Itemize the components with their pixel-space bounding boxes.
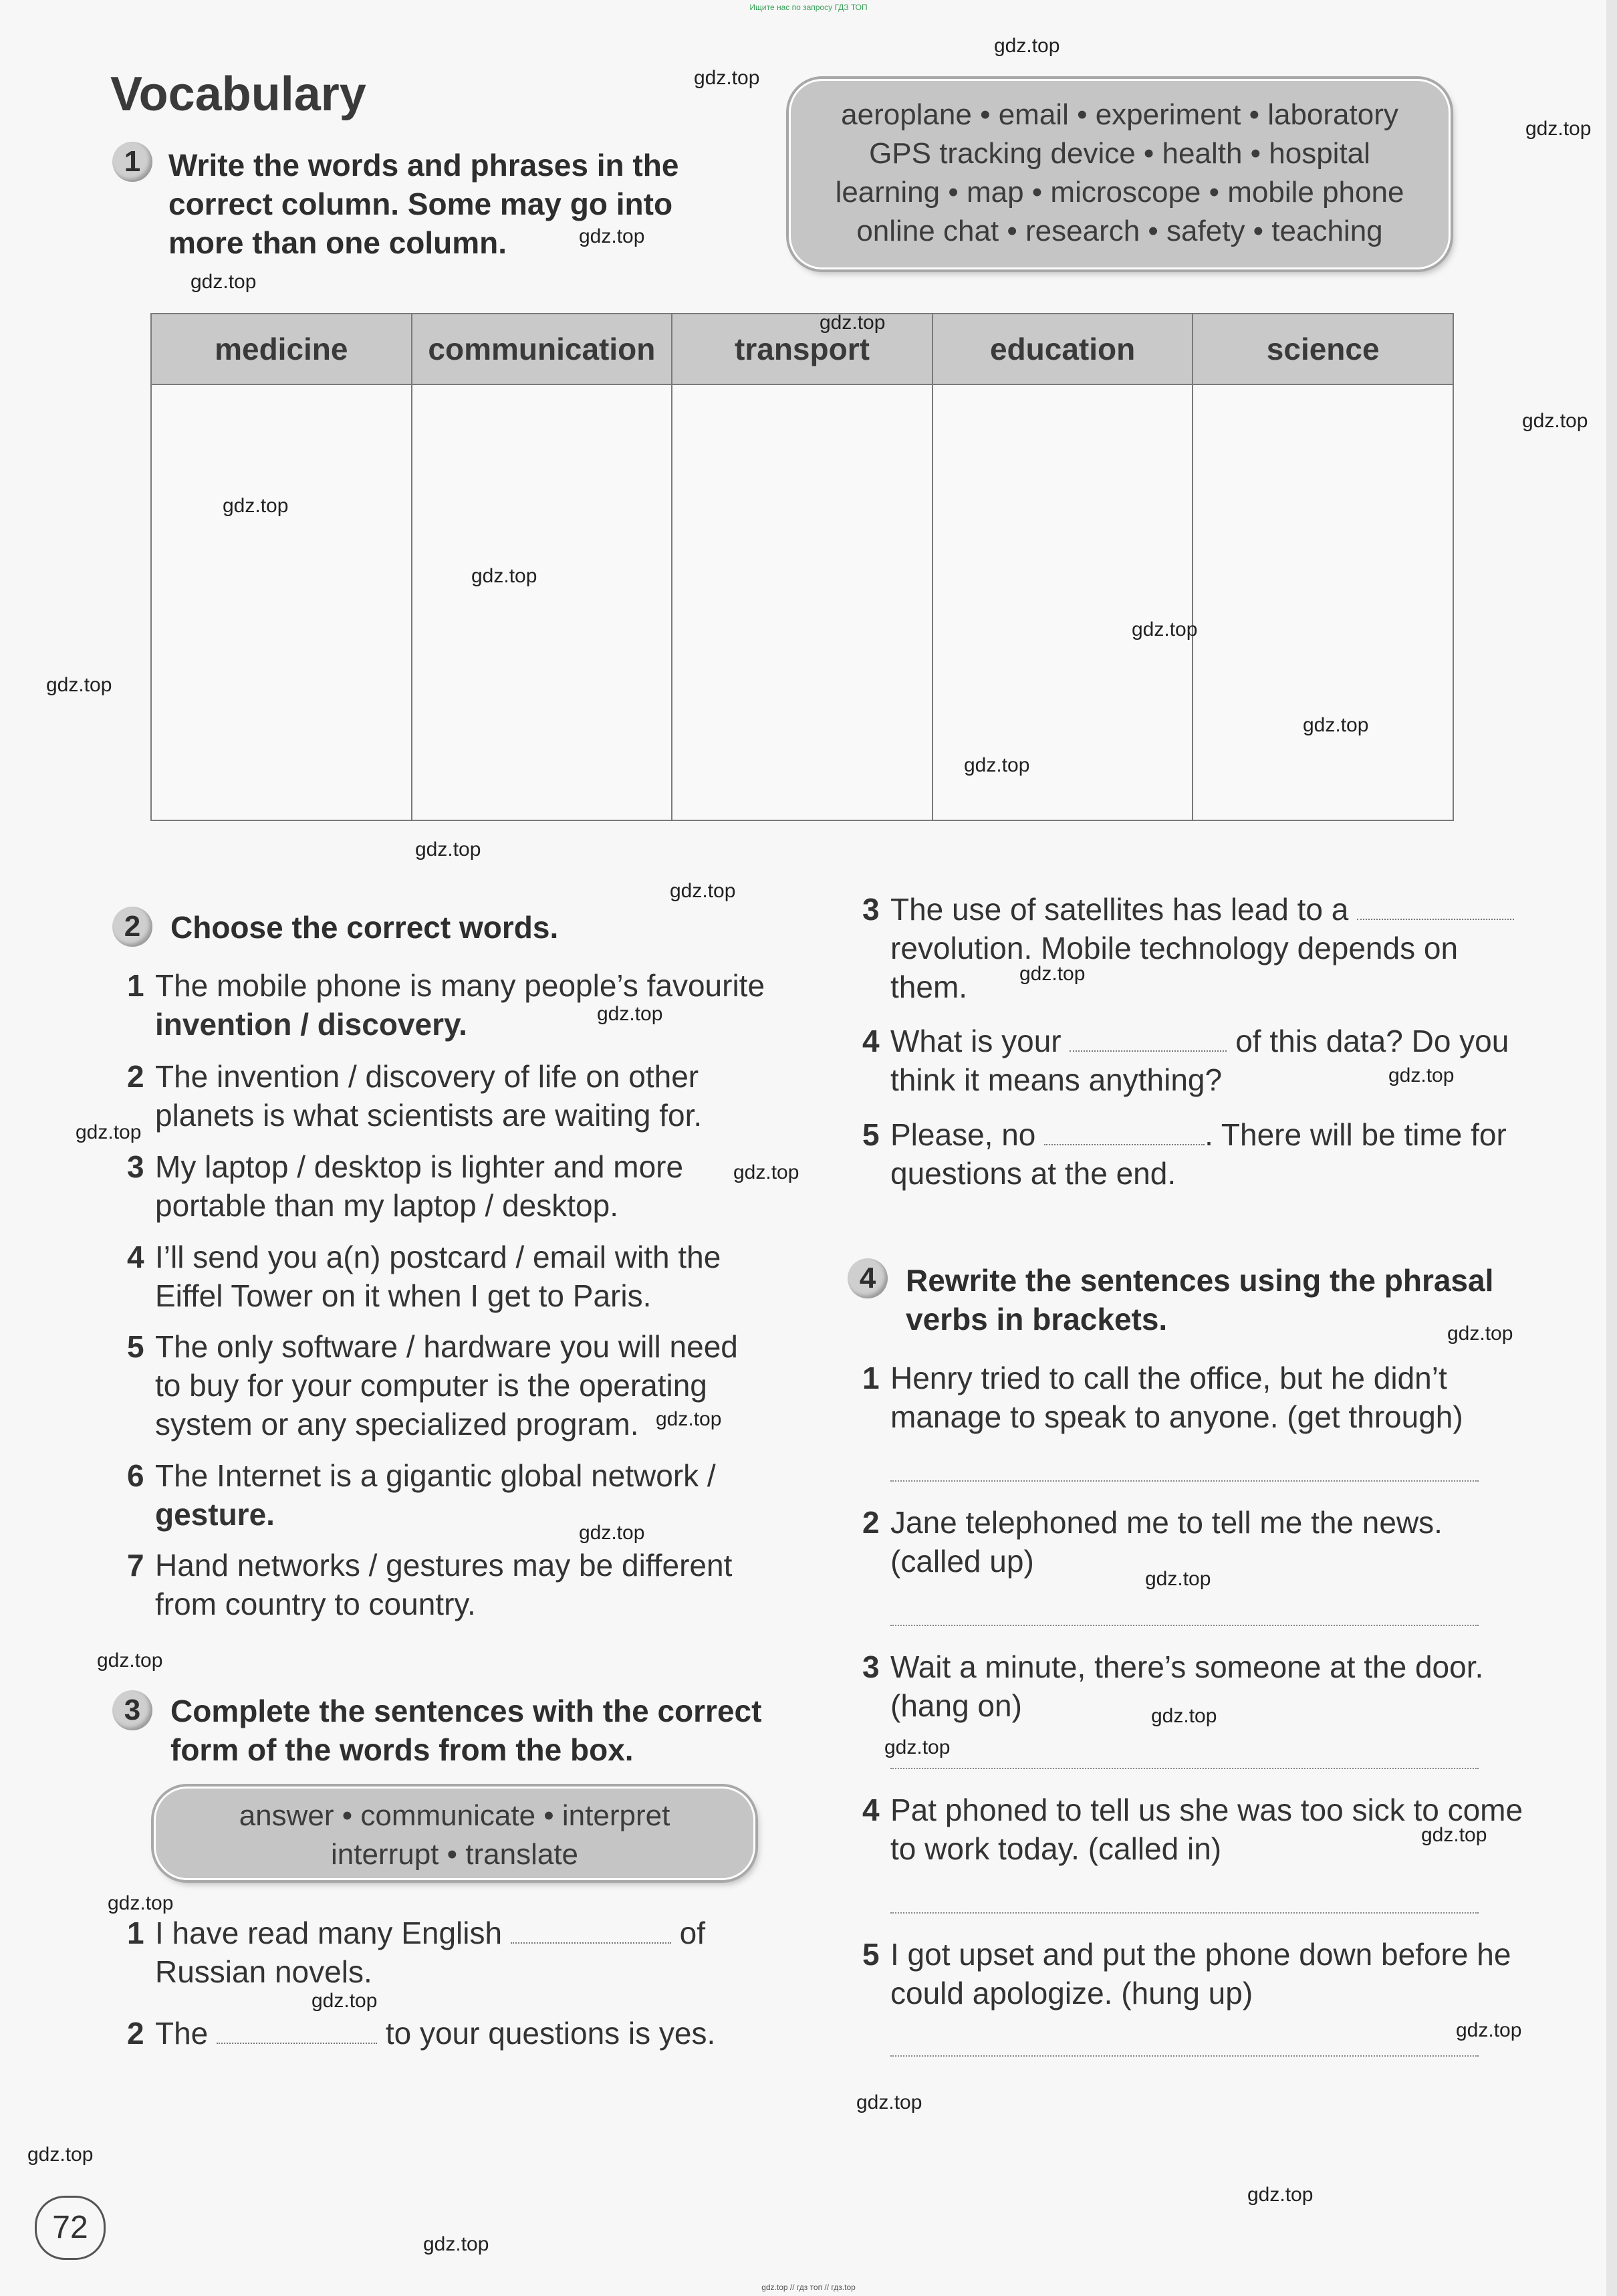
page-edge: [1606, 0, 1617, 2296]
column-header-communication: communication: [412, 314, 672, 384]
item-line: Jane telephoned me to tell me the news.: [890, 1505, 1443, 1540]
ex4-item-1-text: [890, 1359, 1463, 1436]
item-text: The use of satellites has lead to a: [890, 892, 1349, 927]
item-line: My laptop / desktop is lighter and more: [155, 1149, 684, 1184]
item-number: 4: [862, 1793, 880, 1827]
item-line: think it means anything?: [890, 1062, 1223, 1097]
ex4-item-3-answer-line[interactable]: [890, 1766, 1479, 1769]
watermark: gdz.top: [27, 2144, 94, 2166]
watermark: gdz.top: [1522, 410, 1588, 432]
item-number: 7: [127, 1548, 144, 1583]
ex4-item-1: [862, 1359, 1531, 1439]
item-line: Pat phoned to tell us she was too sick to come: [890, 1793, 1523, 1827]
word-box-line2: interrupt • translate: [330, 1838, 579, 1871]
watermark: gdz.top: [694, 67, 760, 89]
watermark: gdz.top: [1151, 1705, 1217, 1727]
item-line: them.: [890, 969, 968, 1004]
item-line: to buy for your computer is the operating: [155, 1368, 707, 1403]
column-header-science: science: [1193, 314, 1453, 384]
exercise-3-number: 3: [112, 1690, 152, 1730]
watermark: gdz.top: [820, 312, 886, 334]
column-header-medicine: medicine: [151, 314, 412, 384]
item-number: 5: [127, 1329, 144, 1364]
watermark: gdz.top: [1456, 2019, 1522, 2041]
watermark: gdz.top: [733, 1161, 799, 1183]
answer-blank[interactable]: [511, 1916, 671, 1944]
page-number: 72: [35, 2196, 106, 2260]
item-line: I’ll send you a(n) postcard / email with the: [155, 1240, 721, 1274]
item-line: planets is what scientists are waiting for.: [155, 1098, 703, 1133]
watermark: gdz.top: [1421, 1824, 1487, 1846]
answer-blank[interactable]: [1044, 1117, 1205, 1145]
word-box-line4: online chat • research • safety • teaching: [856, 215, 1383, 247]
column-header-transport: transport: [672, 314, 932, 384]
item-text: . There will be time for: [1205, 1117, 1507, 1152]
exercise-4-heading-line1: Rewrite the sentences using the phrasal: [906, 1263, 1494, 1298]
item-number: 6: [127, 1458, 144, 1493]
ex2-item-6: [127, 1456, 829, 1536]
item-number: 4: [862, 1024, 880, 1058]
ex3-item-1-text: [155, 1914, 705, 1991]
answer-blank[interactable]: [217, 2016, 377, 2044]
ex3-item-5-text: [890, 1115, 1507, 1193]
watermark: gdz.top: [656, 1408, 722, 1430]
watermark: gdz.top: [964, 754, 1030, 776]
item-line: invention / discovery.: [155, 1007, 467, 1042]
answer-cell-transport[interactable]: [672, 384, 932, 820]
item-text: What is your: [890, 1024, 1062, 1058]
ex2-item-2: [127, 1057, 829, 1137]
exercise-4-number-badge: [848, 1258, 888, 1298]
exercise-1-number: 1: [112, 142, 152, 182]
ex2-item-5-text[interactable]: [155, 1327, 738, 1444]
ex2-item-1-text[interactable]: [155, 966, 765, 1044]
answer-cell-science[interactable]: [1193, 384, 1453, 820]
item-number: 4: [127, 1240, 144, 1274]
exercise-3-word-box: [154, 1787, 755, 1880]
ex3-item-4: [862, 1022, 1531, 1102]
item-line: (hang on): [890, 1688, 1022, 1723]
ex2-item-4-text[interactable]: [155, 1238, 721, 1315]
watermark: gdz.top: [46, 674, 112, 696]
item-line: could apologize. (hung up): [890, 1976, 1253, 2011]
item-number: 1: [127, 1916, 144, 1950]
ex4-item-5: [862, 1935, 1531, 2015]
watermark: gdz.top: [415, 838, 481, 860]
header-note: Ищите нас по запросу ГДЗ ТОП: [749, 3, 868, 12]
ex4-item-4-answer-line[interactable]: [890, 1911, 1479, 1914]
answer-blank[interactable]: [1357, 892, 1514, 920]
watermark: gdz.top: [579, 225, 645, 247]
vocabulary-table: [150, 313, 1454, 821]
exercise-2-heading: Choose the correct words.: [170, 910, 559, 945]
ex2-item-7: [127, 1546, 829, 1626]
item-line: gesture.: [155, 1497, 275, 1532]
ex2-item-5: [127, 1327, 829, 1448]
word-box-line2: GPS tracking device • health • hospital: [869, 137, 1370, 170]
ex3-item-4-text: [890, 1022, 1509, 1099]
answer-cell-medicine[interactable]: [151, 384, 412, 820]
watermark: gdz.top: [108, 1892, 174, 1914]
exercise-3-number-badge: [112, 1690, 152, 1730]
watermark: gdz.top: [1132, 618, 1198, 641]
exercise-3-heading-line2: form of the words from the box.: [170, 1732, 634, 1767]
word-box-line1: answer • communicate • interpret: [239, 1799, 670, 1832]
item-number: 5: [862, 1937, 880, 1972]
ex2-item-1: [127, 966, 829, 1046]
ex3-item-3-text: [890, 890, 1514, 1006]
word-box-line3: learning • map • microscope • mobile phone: [835, 176, 1404, 209]
watermark: gdz.top: [312, 1990, 378, 2012]
item-line: revolution. Mobile technology depends on: [890, 931, 1459, 965]
answer-cell-communication[interactable]: [412, 384, 672, 820]
watermark: gdz.top: [1247, 2184, 1314, 2206]
item-line: The only software / hardware you will need: [155, 1329, 738, 1364]
watermark: gdz.top: [1388, 1064, 1455, 1086]
item-line: The mobile phone is many people’s favourite: [155, 968, 765, 1003]
page-title: Vocabulary: [110, 68, 366, 121]
watermark: gdz.top: [1303, 714, 1369, 736]
item-text: The: [155, 2016, 209, 2051]
watermark: gdz.top: [97, 1649, 163, 1672]
item-number: 3: [862, 892, 880, 927]
item-number: 3: [862, 1649, 880, 1684]
exercise-4-heading: [906, 1261, 1493, 1339]
ex2-item-7-text[interactable]: [155, 1546, 732, 1623]
watermark: gdz.top: [670, 880, 736, 902]
ex4-item-1-answer-line[interactable]: [890, 1479, 1479, 1482]
item-line: Hand networks / gestures may be different: [155, 1548, 733, 1583]
item-number: 1: [127, 968, 144, 1003]
item-number: 5: [862, 1117, 880, 1152]
item-line: portable than my laptop / desktop.: [155, 1188, 618, 1223]
exercise-2-number-badge: [112, 907, 152, 947]
watermark: gdz.top: [1525, 118, 1592, 140]
watermark: gdz.top: [579, 1522, 645, 1544]
item-line: The Internet is a gigantic global network /: [155, 1458, 716, 1493]
item-text: to your questions is yes.: [385, 2016, 716, 2051]
item-text: of this data? Do you: [1235, 1024, 1509, 1058]
watermark: gdz.top: [223, 495, 289, 517]
item-line: Eiffel Tower on it when I get to Paris.: [155, 1278, 652, 1313]
ex4-item-5-answer-line[interactable]: [890, 2054, 1479, 2057]
watermark: gdz.top: [1447, 1323, 1513, 1345]
exercise-1-number-badge: [112, 142, 152, 182]
item-line: Russian novels.: [155, 1954, 372, 1989]
item-number: 2: [127, 1059, 144, 1094]
watermark: gdz.top: [1019, 963, 1086, 985]
exercise-2-number: 2: [112, 907, 152, 947]
item-line: questions at the end.: [890, 1156, 1176, 1191]
watermark: gdz.top: [994, 35, 1060, 57]
ex2-item-4: [127, 1238, 829, 1318]
item-number: 2: [127, 2016, 144, 2051]
item-line: system or any specialized program.: [155, 1407, 639, 1442]
watermark: gdz.top: [191, 271, 257, 293]
watermark: gdz.top: [1145, 1568, 1211, 1590]
item-line: to work today. (called in): [890, 1831, 1222, 1866]
item-line: from country to country.: [155, 1587, 476, 1621]
exercise-4-heading-line2: verbs in brackets.: [906, 1302, 1168, 1337]
ex3-item-3: [862, 890, 1531, 1010]
answer-blank[interactable]: [1070, 1024, 1227, 1052]
watermark: gdz.top: [597, 1003, 663, 1025]
item-text: Please, no: [890, 1117, 1036, 1152]
ex4-item-5-text: [890, 1935, 1511, 2013]
ex2-item-2-text[interactable]: [155, 1057, 702, 1135]
item-text: I have read many English: [155, 1916, 503, 1950]
item-number: 3: [127, 1149, 144, 1184]
ex3-item-1: [127, 1914, 829, 1994]
item-line: (called up): [890, 1544, 1034, 1579]
exercise-1-heading-line2: correct column. Some may go into: [168, 187, 673, 221]
footer-note: gdz.top // гдз топ // гдз.top: [761, 2283, 856, 2292]
exercise-1-heading-line3: more than one column.: [168, 225, 507, 260]
ex4-item-2-answer-line[interactable]: [890, 1623, 1479, 1626]
item-line: The invention / discovery of life on other: [155, 1059, 699, 1094]
exercise-3-heading: [170, 1692, 761, 1769]
watermark: gdz.top: [76, 1121, 142, 1143]
item-number: 2: [862, 1505, 880, 1540]
item-line: Henry tried to call the office, but he didn’t: [890, 1361, 1447, 1395]
watermark: gdz.top: [856, 2091, 922, 2113]
watermark: gdz.top: [471, 565, 537, 587]
ex3-item-5: [862, 1115, 1531, 1195]
ex2-item-3-text[interactable]: [155, 1147, 683, 1225]
item-number: 1: [862, 1361, 880, 1395]
exercise-1-word-box: [789, 79, 1451, 269]
exercise-1-heading-line1: Write the words and phrases in the: [168, 148, 679, 183]
exercise-4-number: 4: [848, 1258, 888, 1298]
item-line: I got upset and put the phone down before he: [890, 1937, 1511, 1972]
item-text: of: [679, 1916, 706, 1950]
exercise-3-heading-line1: Complete the sentences with the correct: [170, 1694, 762, 1728]
item-line: Wait a minute, there’s someone at the door.: [890, 1649, 1484, 1684]
watermark: gdz.top: [423, 2233, 489, 2255]
item-line: manage to speak to anyone. (get through): [890, 1399, 1463, 1434]
ex3-item-2-text: [155, 2014, 715, 2053]
ex2-item-3: [127, 1147, 829, 1228]
ex3-item-2: [127, 2014, 829, 2054]
column-header-education: education: [932, 314, 1193, 384]
watermark: gdz.top: [884, 1736, 951, 1758]
word-box-line1: aeroplane • email • experiment • laboratory: [841, 98, 1398, 131]
